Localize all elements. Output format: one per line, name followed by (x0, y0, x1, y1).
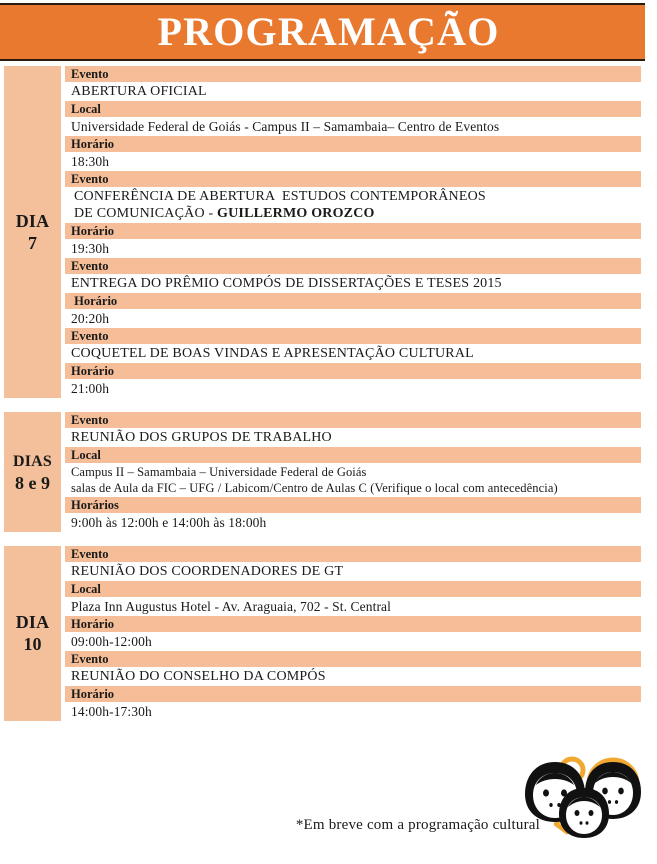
row-value: 20:20h (65, 309, 641, 328)
day-label: DIAS (12, 452, 53, 470)
page-footer (0, 748, 657, 858)
day-number: 8 e 9 (15, 472, 50, 493)
day-label: DIA (15, 612, 50, 632)
schedule-block (0, 546, 657, 721)
row-label: Horário (65, 223, 641, 239)
day-column (4, 66, 61, 398)
row-label: Evento (65, 651, 641, 667)
row-value: REUNIÃO DOS COORDENADORES DE GT (65, 562, 641, 581)
schedule-block (0, 66, 657, 398)
row-value-emphasis: GUILLERMO OROZCO (217, 206, 375, 221)
day-number: 10 (23, 634, 42, 654)
row-value: 09:00h-12:00h (65, 632, 641, 651)
row-value: 19:30h (65, 239, 641, 258)
row-label: Evento (65, 412, 641, 428)
row-label: Local (65, 581, 641, 597)
row-value: Universidade Federal de Goiás - Campus II – Samambaia– Centro de Eventos (65, 117, 641, 136)
row-value: ENTREGA DO PRÊMIO COMPÓS DE DISSERTAÇÕES E TESES 2015 (65, 274, 641, 293)
row-value (65, 187, 641, 223)
page-header-banner (0, 3, 645, 61)
row-label: Evento (65, 258, 641, 274)
row-label: Horário (65, 363, 641, 379)
row-label: Local (65, 447, 641, 463)
schedule-rows (61, 412, 657, 532)
row-value (65, 463, 641, 497)
row-value: 14:00h-17:30h (65, 702, 641, 721)
row-label: Horários (65, 497, 641, 513)
day-column (4, 412, 61, 532)
row-value-line (71, 205, 641, 222)
row-value: REUNIÃO DOS GRUPOS DE TRABALHO (65, 428, 641, 447)
row-value: 21:00h (65, 379, 641, 398)
row-label: Horário (65, 616, 641, 632)
row-label: Horário (65, 293, 641, 309)
footer-note: *Em breve com a programação cultural (295, 817, 540, 833)
day-label: DIA (15, 210, 50, 231)
day-column (4, 546, 61, 721)
row-value-line (71, 480, 641, 496)
page-title: PROGRAMAÇÃO (157, 9, 500, 54)
row-value-text: Campus II – Samambaia – Universidade Federal de Goiás (71, 465, 367, 479)
row-value: Plaza Inn Augustus Hotel - Av. Araguaia, 702 - St. Central (65, 597, 641, 616)
schedule-rows (61, 66, 657, 398)
row-label: Horário (65, 136, 641, 152)
row-value: 9:00h às 12:00h e 14:00h às 18:00h (65, 513, 641, 532)
three-monkeys-logo-icon (515, 748, 647, 844)
row-label: Horário (65, 686, 641, 702)
row-label: Evento (65, 66, 641, 82)
row-label: Evento (65, 171, 641, 187)
row-value: REUNIÃO DO CONSELHO DA COMPÓS (65, 667, 641, 686)
schedule-rows (61, 546, 657, 721)
row-value-line (71, 464, 641, 480)
schedule-block (0, 412, 657, 532)
row-value: ABERTURA OFICIAL (65, 82, 641, 101)
row-label: Local (65, 101, 641, 117)
row-value: COQUETEL DE BOAS VINDAS E APRESENTAÇÃO CULTURAL (65, 344, 641, 363)
row-value-line (71, 188, 641, 205)
row-value-text: DE COMUNICAÇÃO - (74, 206, 218, 221)
row-label: Evento (65, 328, 641, 344)
schedule-table (0, 66, 657, 735)
day-number: 7 (28, 232, 37, 253)
row-value: 18:30h (65, 152, 641, 171)
row-value-text: salas de Aula da FIC – UFG / Labicom/Centro de Aulas C (Verifique o local com antecedência) (71, 481, 558, 495)
row-value-text: CONFERÊNCIA DE ABERTURA ESTUDOS CONTEMPORÂNEOS (74, 189, 486, 204)
monkey-center (559, 788, 609, 838)
row-label: Evento (65, 546, 641, 562)
